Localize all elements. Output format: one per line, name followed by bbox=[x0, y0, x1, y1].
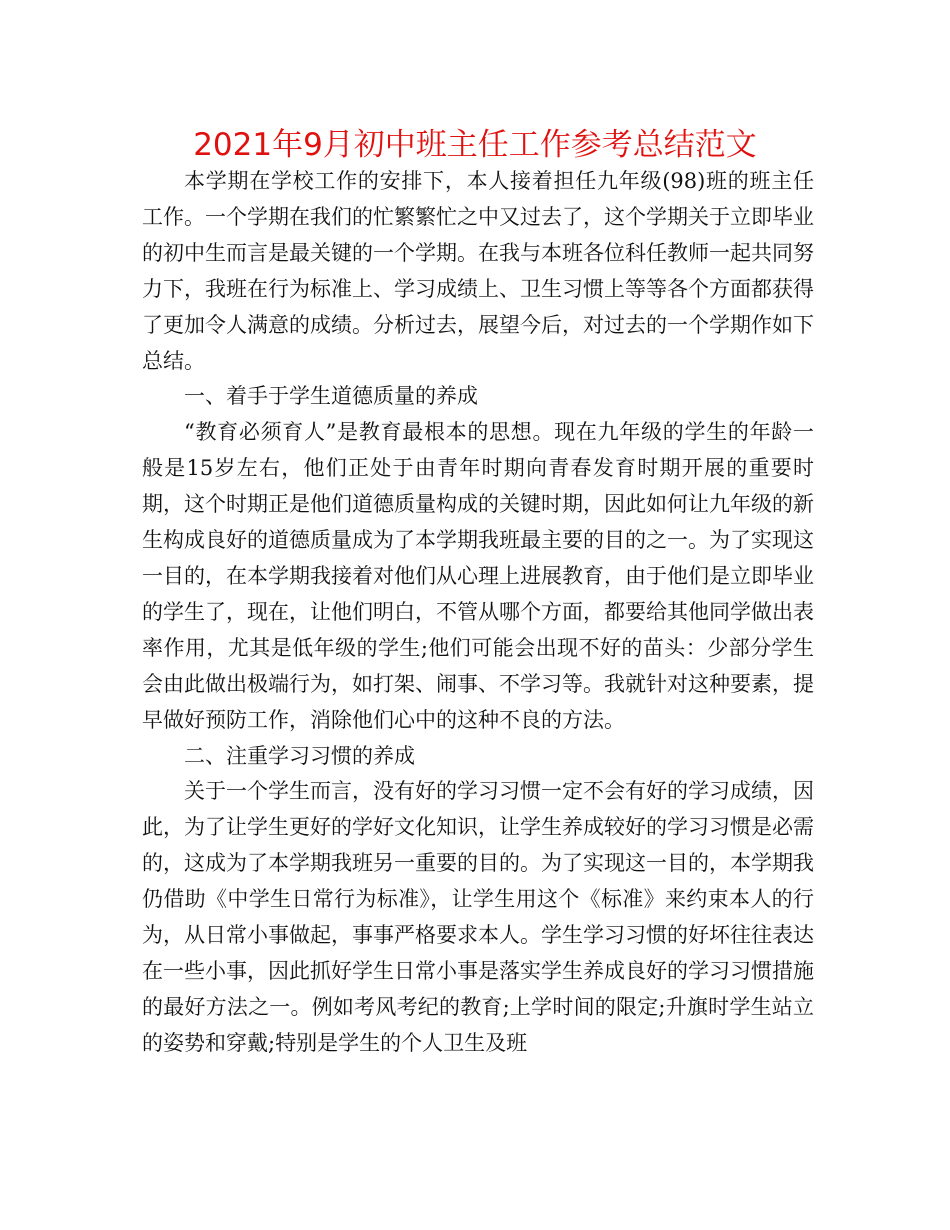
study-habits-paragraph: 关于一个学生而言，没有好的学习习惯一定不会有好的学习成绩，因此，为了让学生更好的学好文化知识，让学生养成较好的学习习惯是必需的，这成为了本学期我班另一重要的目的。为了实现这一目的，本学期我仍借助《中学生日常行为标准》，让学生用这个《标准》来约束本人的行为，从日常小事做起，事事严格要求本人。学生学习习惯的好坏往往表达在一些小事，因此抓好学生日常小事是落实学生养成良好的学习习惯措施的最好方法之一。例如考风考纪的教育;上学时间的限定;升旗时学生站立的姿势和穿戴;特别是学生的个人卫生及班 bbox=[142, 779, 814, 1055]
moral-quality-paragraph: “教育必须育人”是教育最根本的思想。现在九年级的学生的年龄一般是15岁左右，他们正处于由青年时期向青春发育时期开展的重要时期，这个时期正是他们道德质量构成的关键时期，因此如何让九年级的新生构成良好的道德质量成为了本学期我班最主要的目的之一。为了实现这一目的，在本学期我接着对他们从心理上进展教育，由于他们是立即毕业的学生了，现在，让他们明白，不管从哪个方面，都要给其他同学做出表率作用，尤其是低年级的学生;他们可能会出现不好的苗头：少部分学生会由此做出极端行为，如打架、闹事、不学习等。我就针对这种要素，提早做好预防工作，消除他们心中的这种不良的方法。 bbox=[142, 420, 814, 732]
document-body bbox=[142, 164, 814, 1062]
document-title: 2021年9月初中班主任工作参考总结范文 bbox=[193, 127, 757, 163]
intro-paragraph: 本学期在学校工作的安排下，本人接着担任九年级(98)班的班主任工作。一个学期在我们的忙繁繁忙之中又过去了，这个学期关于立即毕业的初中生而言是最关键的一个学期。在我与本班各位科任教师一起共同努力下，我班在行为标准上、学习成绩上、卫生习惯上等等各个方面都获得了更加令人满意的成绩。分析过去，展望今后，对过去的一个学期作如下总结。 bbox=[142, 169, 814, 373]
section-heading-study-habits: 二、注重学习习惯的养成 bbox=[184, 743, 415, 768]
section-heading-moral-quality: 一、着手于学生道德质量的养成 bbox=[184, 384, 478, 409]
